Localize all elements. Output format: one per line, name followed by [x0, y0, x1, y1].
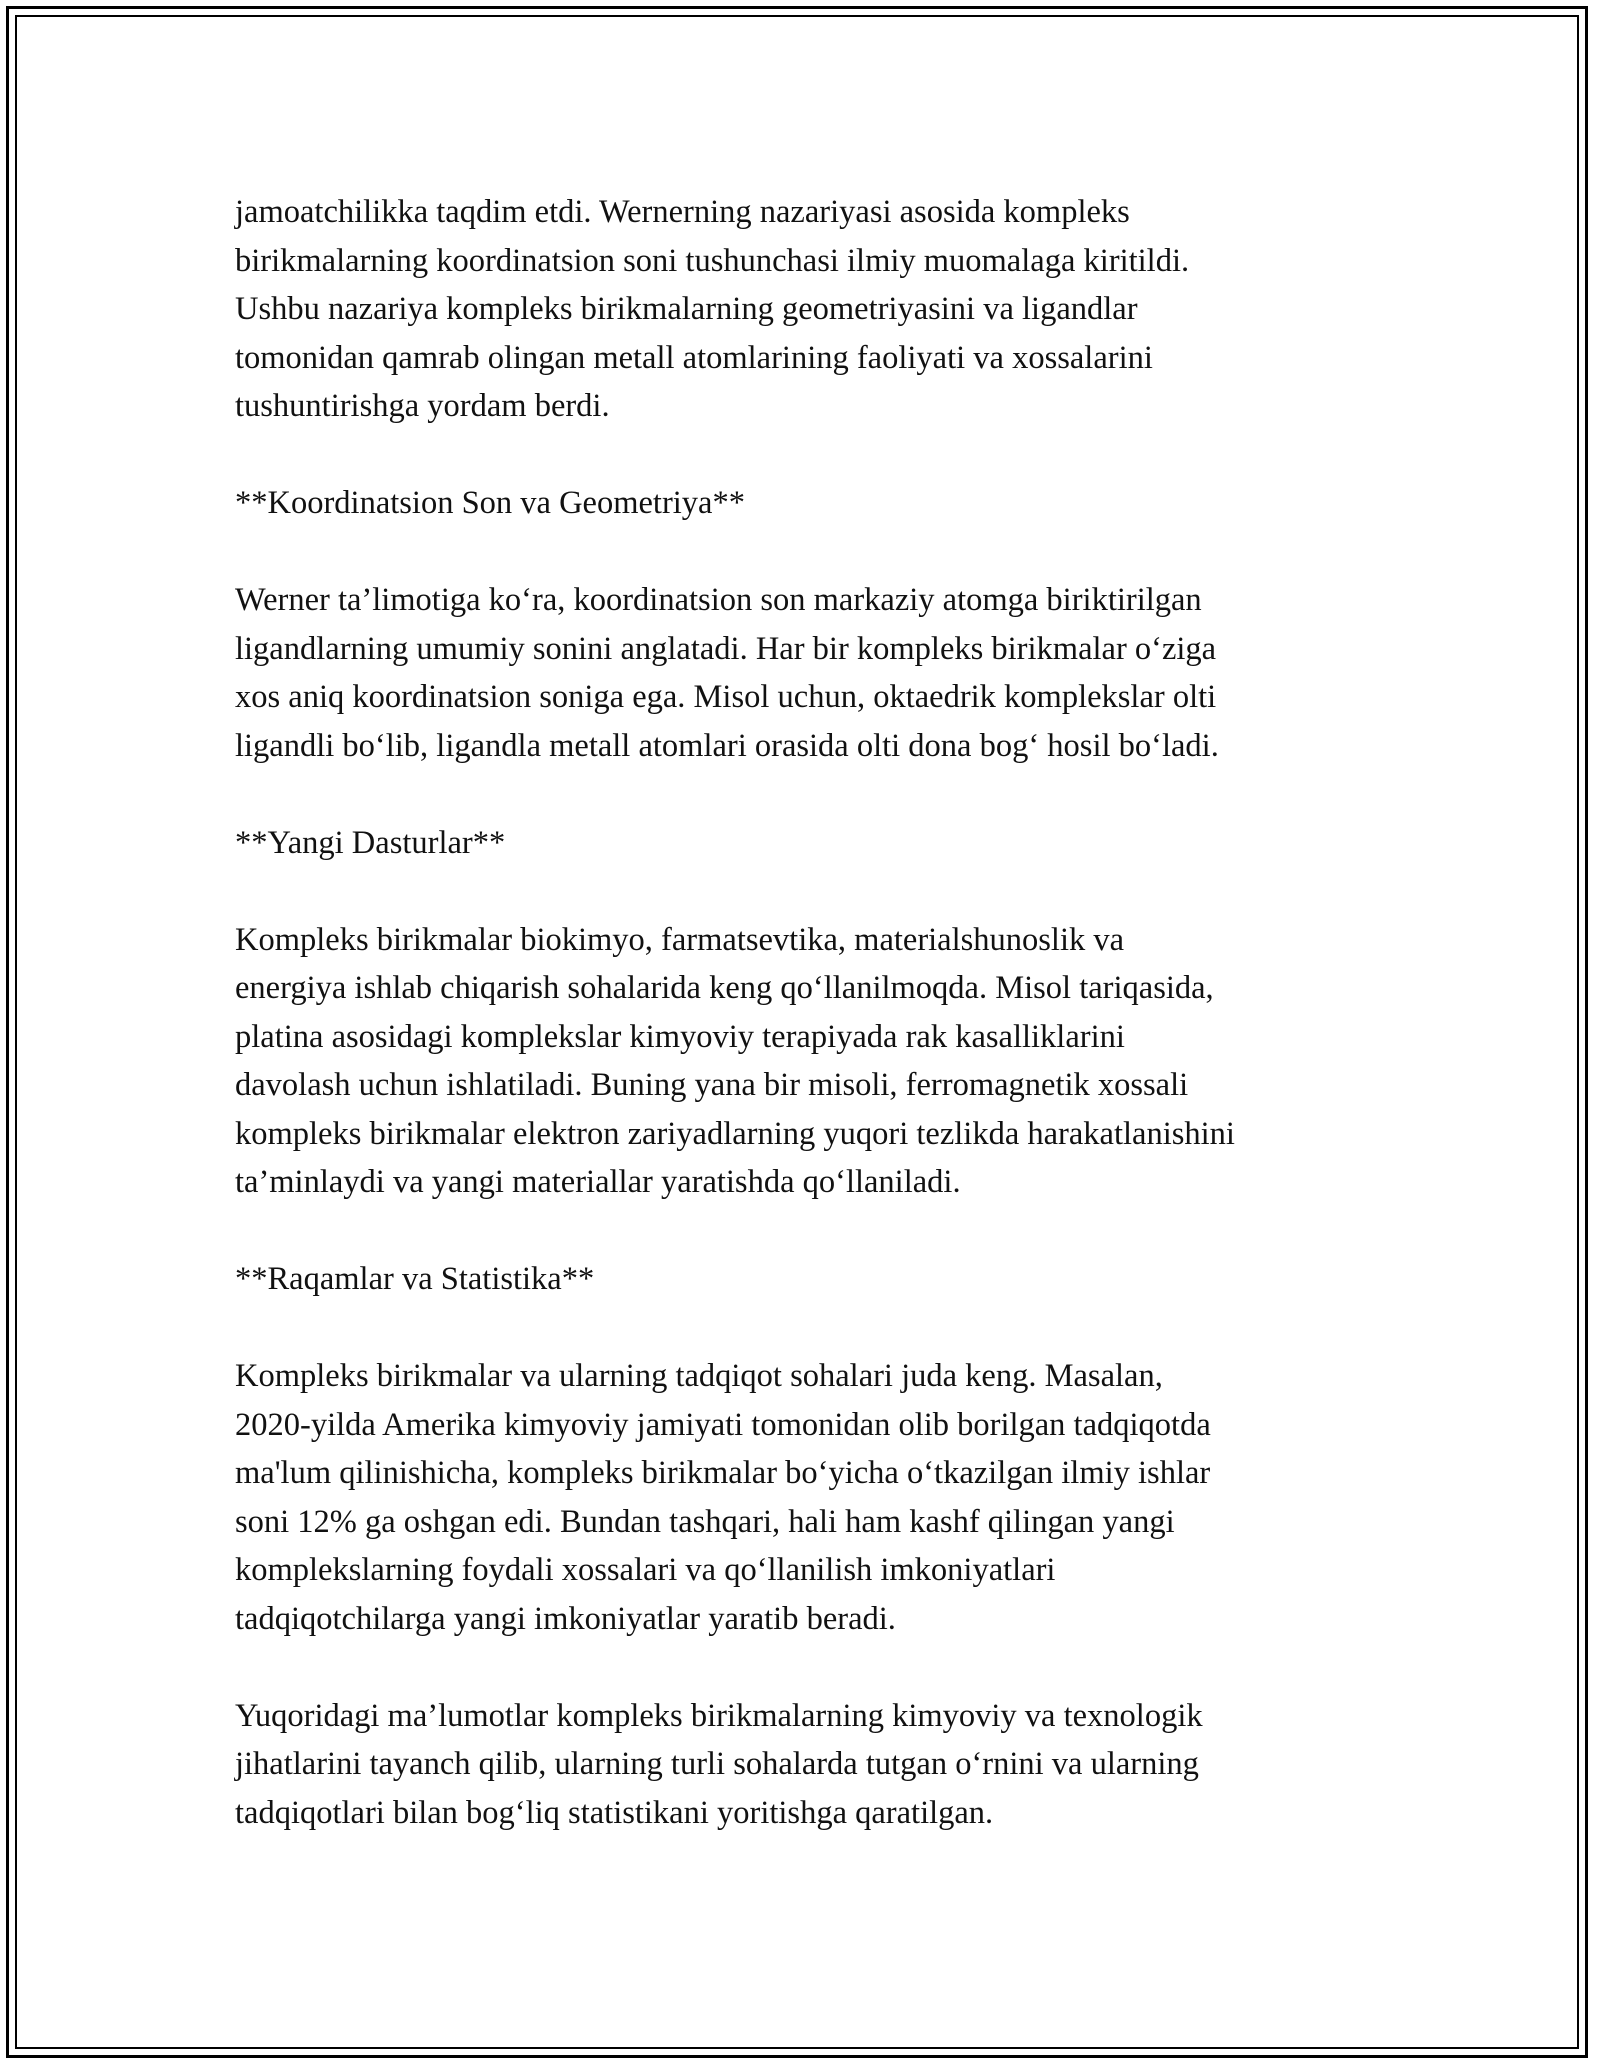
text-line: tadqiqotlari bilan bog‘liq statistikani yoritishga qaratilgan.	[235, 1794, 994, 1831]
section-heading-statistics: **Raqamlar va Statistika**	[235, 1261, 595, 1297]
paragraph-intro	[235, 188, 1375, 431]
paragraph-statistics	[235, 1352, 1375, 1643]
paragraph-conclusion	[235, 1692, 1375, 1838]
text-line: ma'lum qilinishicha, kompleks birikmalar bo‘yicha o‘tkazilgan ilmiy ishlar	[235, 1455, 1211, 1491]
paragraph-spacer	[235, 1207, 1375, 1256]
text-line: kompleks birikmalar elektron zariyadlarning yuqori tezlikda harakatlanishini	[235, 1115, 1235, 1152]
text-line: energiya ishlab chiqarish sohalarida keng qo‘llanilmoqda. Misol tariqasida,	[235, 970, 1214, 1006]
text-line: birikmalarning koordinatsion soni tushunchasi ilmiy muomalaga kiritildi.	[235, 242, 1190, 279]
text-line: ligandli bo‘lib, ligandla metall atomlari orasida olti dona bog‘ hosil bo‘ladi.	[235, 727, 1219, 764]
text-line: Ushbu nazariya kompleks birikmalarning geometriyasini va ligandlar	[235, 291, 1138, 327]
text-line: jamoatchilikka taqdim etdi. Wernerning nazariyasi asosida kompleks	[235, 194, 1130, 230]
paragraph-applications	[235, 916, 1375, 1207]
section-heading-coordination: **Koordinatsion Son va Geometriya**	[235, 485, 745, 521]
paragraph-spacer	[235, 867, 1375, 916]
text-line: tomonidan qamrab olingan metall atomlarining faoliyati va xossalarini	[235, 339, 1153, 376]
text-line: Werner ta’limotiga ko‘ra, koordinatsion son markaziy atomga biriktirilgan	[235, 582, 1202, 618]
paragraph-spacer	[235, 1643, 1375, 1692]
paragraph-spacer	[235, 431, 1375, 480]
section-heading-new-programs: **Yangi Dasturlar**	[235, 824, 506, 861]
text-line: Yuqoridagi ma’lumotlar kompleks birikmalarning kimyoviy va texnologik	[235, 1697, 1203, 1734]
text-line: Kompleks birikmalar biokimyo, farmatsevtika, materialshunoslik va	[235, 921, 1125, 958]
paragraph-coordination	[235, 576, 1375, 770]
paragraph-spacer	[235, 528, 1375, 577]
text-line: xos aniq koordinatsion soniga ega. Misol uchun, oktaedrik komplekslar olti	[235, 679, 1217, 715]
paragraph-spacer	[235, 770, 1375, 819]
text-line: davolash uchun ishlatiladi. Buning yana bir misoli, ferromagnetik xossali	[235, 1067, 1189, 1103]
text-line: soni 12% ga oshgan edi. Bundan tashqari, hali ham kashf qilingan yangi	[235, 1503, 1175, 1540]
text-line: ta’minlaydi va yangi materiallar yaratishda qo‘llaniladi.	[235, 1164, 961, 1200]
text-line: tadqiqotchilarga yangi imkoniyatlar yaratib beradi.	[235, 1600, 896, 1637]
document-body	[235, 188, 1375, 1837]
text-line: Kompleks birikmalar va ularning tadqiqot sohalari juda keng. Masalan,	[235, 1358, 1163, 1394]
text-line: platina asosidagi komplekslar kimyoviy terapiyada rak kasalliklarini	[235, 1018, 1125, 1055]
text-line: ligandlarning umumiy sonini anglatadi. Har bir kompleks birikmalar o‘ziga	[235, 630, 1217, 667]
paragraph-spacer	[235, 1304, 1375, 1353]
text-line: jihatlarini tayanch qilib, ularning turli sohalarda tutgan o‘rnini va ularning	[235, 1746, 1199, 1782]
text-line: komplekslarning foydali xossalari va qo‘llanilish imkoniyatlari	[235, 1552, 1056, 1588]
text-line: 2020-yilda Amerika kimyoviy jamiyati tomonidan olib borilgan tadqiqotda	[235, 1406, 1211, 1443]
text-line: tushuntirishga yordam berdi.	[235, 388, 610, 424]
